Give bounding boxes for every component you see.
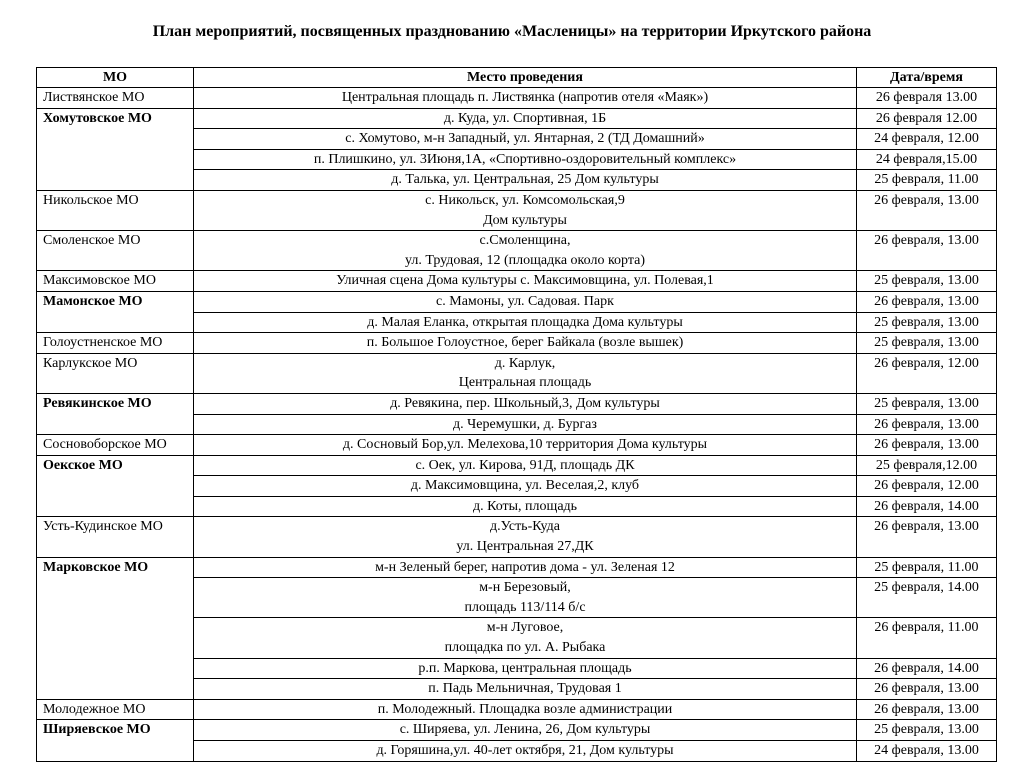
venue-line: Дом культуры [483, 212, 567, 228]
venue-cell [194, 517, 857, 557]
table-row [37, 291, 997, 312]
table-row [37, 435, 997, 456]
datetime-cell: 26 февраля 13.00 [857, 88, 997, 109]
municipality-cell: Молодежное МО [37, 699, 194, 720]
venue-cell [194, 190, 857, 230]
venue-cell [194, 333, 857, 354]
venue-line: п. Молодежный. Площадка возле администрации [377, 701, 673, 717]
table-row [37, 231, 997, 271]
venue-line: площадка по ул. А. Рыбака [444, 640, 606, 656]
municipality-cell: Сосновоборское МО [37, 435, 194, 456]
venue-line: м-н Зеленый берег, напротив дома - ул. Зеленая 12 [375, 559, 675, 575]
municipality-cell: Марковское МО [37, 557, 194, 699]
venue-line: м-н Луговое, [486, 620, 564, 636]
venue-line: д. Карлук, [494, 355, 556, 371]
datetime-cell: 26 февраля, 13.00 [857, 190, 997, 230]
venue-line: с. Никольск, ул. Комсомольская,9 [425, 192, 625, 208]
venue-line: Центральная площадь [458, 375, 592, 391]
venue-line: д.Усть-Куда [490, 519, 560, 535]
venue-cell [194, 618, 857, 658]
venue-cell [194, 658, 857, 679]
document-title: План мероприятий, посвященных празднованию «Масленицы» на территории Иркутского района [152, 23, 872, 40]
municipality-cell: Смоленское МО [37, 231, 194, 271]
datetime-cell: 26 февраля, 14.00 [857, 496, 997, 517]
municipality-cell: Ширяевское МО [37, 720, 194, 761]
header-place: Место проведения [194, 68, 857, 88]
datetime-cell: 26 февраля, 13.00 [857, 435, 997, 456]
municipality-cell: Мамонское МО [37, 291, 194, 332]
venue-line: п. Плишкино, ул. 3Июня,1А, «Спортивно-оздоровительный комплекс» [313, 151, 737, 167]
table-row [37, 557, 997, 578]
table-row [37, 455, 997, 476]
venue-cell [194, 271, 857, 292]
venue-cell [194, 435, 857, 456]
municipality-cell: Хомутовское МО [37, 108, 194, 190]
datetime-cell: 26 февраля, 13.00 [857, 414, 997, 435]
datetime-cell: 26 февраля, 13.00 [857, 699, 997, 720]
datetime-cell: 25 февраля, 14.00 [857, 578, 997, 618]
venue-cell [194, 414, 857, 435]
header-date: Дата/время [857, 68, 997, 88]
datetime-cell: 26 февраля, 13.00 [857, 679, 997, 700]
municipality-cell: Оекское МО [37, 455, 194, 517]
municipality-cell: Максимовское МО [37, 271, 194, 292]
datetime-cell: 26 февраля, 12.00 [857, 476, 997, 497]
municipality-cell: Ревякинское МО [37, 393, 194, 434]
table-body [37, 88, 997, 762]
venue-line: д. Горяшина,ул. 40-лет октября, 21, Дом культуры [376, 743, 674, 758]
datetime-cell: 24 февраля, 12.00 [857, 129, 997, 150]
datetime-cell: 24 февраля,15.00 [857, 149, 997, 170]
datetime-cell: 26 февраля, 12.00 [857, 353, 997, 393]
municipality-cell: Усть-Кудинское МО [37, 517, 194, 557]
venue-line: с. Хомутово, м-н Западный, ул. Янтарная, 2 (ТД Домашний» [345, 131, 705, 147]
datetime-cell: 24 февраля, 13.00 [857, 741, 997, 762]
venue-line: р.п. Маркова, центральная площадь [418, 660, 632, 676]
venue-line: с. Оек, ул. Кирова, 91Д, площадь ДК [415, 457, 635, 473]
venue-cell [194, 291, 857, 312]
venue-line: д. Черемушки, д. Бургаз [453, 416, 597, 432]
venue-cell [194, 108, 857, 129]
datetime-cell: 25 февраля,12.00 [857, 455, 997, 476]
venue-line: ул. Трудовая, 12 (площадка около корта) [404, 252, 646, 268]
venue-line: м-н Березовый, [479, 580, 571, 596]
datetime-cell: 26 февраля, 13.00 [857, 231, 997, 271]
table-row [37, 393, 997, 414]
venue-line: д. Малая Еланка, открытая площадка Дома культуры [367, 314, 683, 330]
venue-line: с. Мамоны, ул. Садовая. Парк [436, 293, 614, 309]
datetime-cell: 25 февраля, 13.00 [857, 720, 997, 741]
venue-line: д. Ревякина, пер. Школьный,3, Дом культуры [390, 395, 660, 411]
table-row [37, 517, 997, 557]
municipality-cell: Никольское МО [37, 190, 194, 230]
datetime-cell: 26 февраля, 11.00 [857, 618, 997, 658]
table-row [37, 88, 997, 109]
venue-line: п. Падь Мельничная, Трудовая 1 [428, 681, 622, 697]
datetime-cell: 26 февраля, 13.00 [857, 517, 997, 557]
venue-line: д. Коты, площадь [472, 498, 578, 514]
venue-cell [194, 129, 857, 150]
venue-cell [194, 741, 857, 762]
venue-cell [194, 88, 857, 109]
datetime-cell: 25 февраля, 13.00 [857, 312, 997, 333]
table-row [37, 720, 997, 741]
venue-cell [194, 170, 857, 191]
table-row [37, 353, 997, 393]
venue-line: ул. Центральная 27,ДК [456, 539, 594, 555]
datetime-cell: 25 февраля, 11.00 [857, 170, 997, 191]
venue-cell [194, 679, 857, 700]
table-row [37, 271, 997, 292]
venue-cell [194, 353, 857, 393]
venue-line: п. Большое Голоустное, берег Байкала (возле вышек) [366, 335, 684, 351]
venue-line: Уличная сцена Дома культуры с. Максимовщина, ул. Полевая,1 [336, 273, 714, 289]
venue-line: площадь 113/114 б/с [464, 599, 586, 615]
venue-cell [194, 455, 857, 476]
table-row [37, 699, 997, 720]
venue-line: д. Талька, ул. Центральная, 25 Дом культуры [391, 172, 659, 188]
datetime-cell: 25 февраля, 13.00 [857, 393, 997, 414]
datetime-cell: 26 февраля 12.00 [857, 108, 997, 129]
datetime-cell: 25 февраля, 13.00 [857, 271, 997, 292]
table-row [37, 333, 997, 354]
venue-line: д. Куда, ул. Спортивная, 1Б [443, 110, 607, 126]
venue-cell [194, 231, 857, 271]
municipality-cell: Голоустненское МО [37, 333, 194, 354]
venue-cell [194, 720, 857, 741]
header-mo: МО [37, 68, 194, 88]
venue-line: д. Сосновый Бор,ул. Мелехова,10 территория Дома культуры [342, 437, 708, 453]
datetime-cell: 26 февраля, 14.00 [857, 658, 997, 679]
venue-cell [194, 578, 857, 618]
venue-line: с. Ширяева, ул. Ленина, 26, Дом культуры [399, 722, 651, 738]
venue-cell [194, 149, 857, 170]
venue-cell [194, 699, 857, 720]
venue-cell [194, 557, 857, 578]
venue-cell [194, 393, 857, 414]
venue-cell [194, 312, 857, 333]
events-table [36, 67, 997, 762]
venue-line: с.Смоленщина, [479, 233, 571, 249]
venue-cell [194, 476, 857, 497]
datetime-cell: 25 февраля, 11.00 [857, 557, 997, 578]
municipality-cell: Листвянское МО [37, 88, 194, 109]
table-header-row [37, 68, 997, 88]
venue-cell [194, 496, 857, 517]
municipality-cell: Карлукское МО [37, 353, 194, 393]
datetime-cell: 25 февраля, 13.00 [857, 333, 997, 354]
venue-line: д. Максимовщина, ул. Веселая,2, клуб [410, 478, 640, 494]
venue-line: Центральная площадь п. Листвянка (напротив отеля «Маяк») [341, 90, 709, 105]
table-row [37, 108, 997, 129]
datetime-cell: 26 февраля, 13.00 [857, 291, 997, 312]
table-row [37, 190, 997, 230]
